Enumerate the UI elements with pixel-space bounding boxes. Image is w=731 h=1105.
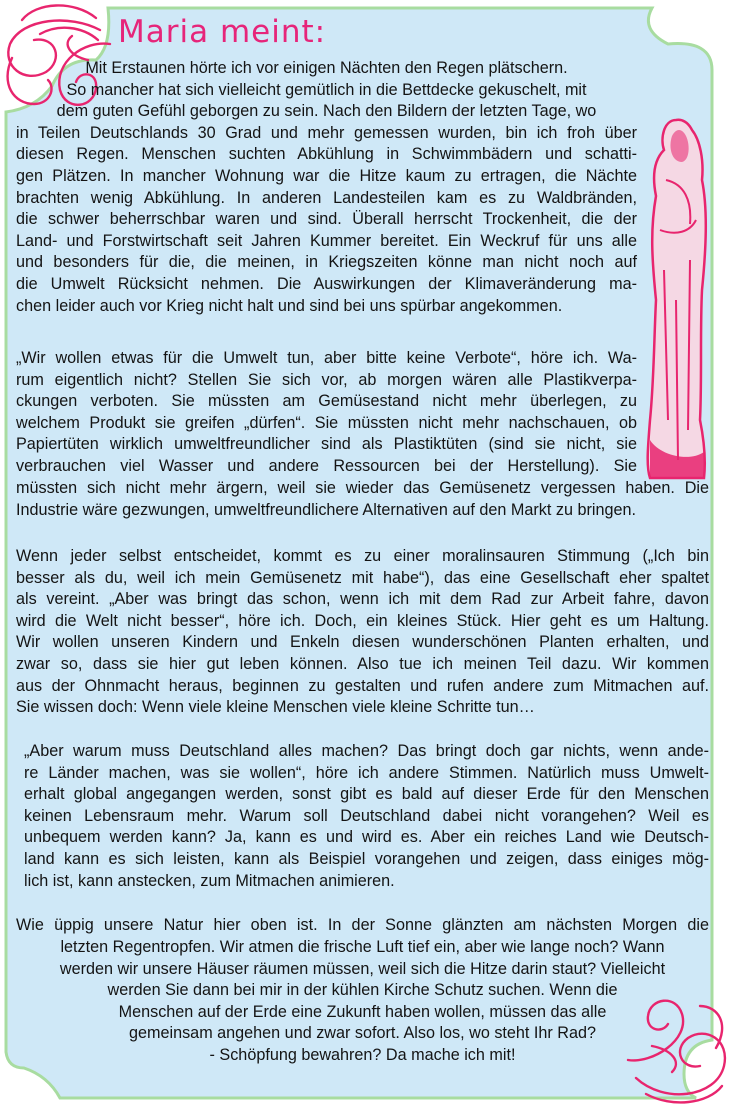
paragraph-4 <box>24 741 709 892</box>
text-line: unbequem werden kann? Ja, kann es und wird es. Aber ein reiches Land wie Deutsch- <box>24 828 709 847</box>
text-line: Industrie wäre gezwungen, umweltfreundlichere Alternativen auf den Markt zu bringen. <box>16 500 636 519</box>
text-line: land kann es sich leisten, kann als Beispiel vorangehen und zeigen, dass einiges mög- <box>24 849 709 868</box>
text-line: welchem Produkt sie greifen „dürfen“. Sie müssten nicht mehr nachschauen, ob <box>16 413 637 432</box>
text-line: die Umwelt Rücksicht nehmen. Die Auswirkungen der Klimaveränderung ma- <box>16 274 637 293</box>
text-line: ckungen verboten. Sie müssten am Gemüsestand nicht mehr überlegen, zu <box>16 392 637 411</box>
text-line: werden wir unsere Häuser räumen müssen, weil sich die Hitze darin staut? Vielleicht <box>59 959 666 978</box>
closing-line: - Schöpfung bewahren? Da mache ich mit! <box>209 1045 516 1064</box>
paragraph-2-continued <box>16 478 709 521</box>
text-line: rum eigentlich nicht? Stellen Sie sich vor, ab morgen wären alle Plastikverpa- <box>16 370 637 389</box>
text-line: werden Sie dann bei mir in der kühlen Kirche Schutz suchen. Wenn die <box>107 981 618 1000</box>
page-title: Maria meint: <box>118 14 327 50</box>
text-line: Wie üppig unsere Natur hier oben ist. In der Sonne glänzten am nächsten Morgen die <box>16 916 709 934</box>
text-line: verbrauchen viel Wasser und andere Ressourcen bei der Herstellung). Sie <box>16 456 637 475</box>
text-line: Mit Erstaunen hörte ich vor einigen Nächten den Regen plätschern. <box>85 59 568 77</box>
paragraph-5-first-line <box>16 915 709 937</box>
text-line: gen Plätzen. In mancher Wohnung war die Hitze kaum zu ertragen, die Nächte <box>16 166 637 185</box>
text-line: chen leider auch vor Krieg nicht halt und sind bei uns spürbar angekommen. <box>16 296 563 315</box>
text-line: letzten Regentropfen. Wir atmen die frische Luft tief ein, aber wie lange noch? Wann <box>60 938 665 956</box>
text-line: diesen Regen. Menschen suchten Abkühlung in Schwimmbädern und schatti- <box>16 145 637 164</box>
text-line: brachten wenig Abkühlung. In anderen Landesteilen kam es zu Waldbränden, <box>16 188 637 207</box>
text-line: Papiertüten wirklich umweltfreundlicher sind als Plastiktüten (sind sie nicht, sie <box>16 435 637 454</box>
text-line: Land- und Forstwirtschaft seit Jahren Kummer bereitet. Ein Weckruf für uns alle <box>16 231 637 250</box>
text-line: Menschen auf der Erde eine Zukunft haben wollen, müssen das alle <box>118 1002 607 1021</box>
text-line: besser als du, weil ich mein Gemüsenetz mit habe“), das eine Gesellschaft eher spaltet <box>16 568 709 587</box>
paragraph-5 <box>16 937 709 1067</box>
text-line: lich ist, kann anstecken, zum Mitmachen animieren. <box>24 871 395 890</box>
text-line: und besonders für die, die meinen, in Kriegszeiten könne man nicht noch auf <box>16 253 637 272</box>
text-line: Wenn jeder selbst entscheidet, kommt es zu einer moralinsauren Stimmung („Ich bin <box>16 547 709 565</box>
text-line: als vereint. „Aber was bringt das schon, wenn ich mit dem Rad zur Arbeit fahre, davon <box>16 590 709 609</box>
text-line: die schwer beherrschbar waren und sind. Überall herrscht Trockenheit, die der <box>16 210 637 229</box>
paragraph-3 <box>16 546 709 719</box>
text-line: „Aber warum muss Deutschland alles machen? Das bringt doch gar nichts, wenn ande- <box>24 742 709 760</box>
text-line: aus der Ohnmacht heraus, beginnen zu gestalten und rufen andere zum Mitmachen auf. <box>16 676 709 695</box>
text-line: in Teilen Deutschlands 30 Grad und mehr gemessen wurden, bin ich froh über <box>16 123 637 142</box>
paragraph-2 <box>16 348 637 478</box>
madonna-statue-image <box>648 120 706 478</box>
text-line: dem guten Gefühl geborgen zu sein. Nach den Bildern der letzten Tage, wo <box>56 102 597 121</box>
text-line: wird die Welt nicht besser“, höre ich. Doch, ein kleines Stück. Hier geht es um Haltung. <box>16 611 709 630</box>
text-line: erhalt global angegangen werden, sonst gibt es bald auf dieser Erde für den Menschen <box>24 785 709 804</box>
text-line: müssten sich nicht mehr ärgern, weil sie wieder das Gemüsenetz vergessen haben. Die <box>16 479 709 497</box>
text-line: „Wir wollen etwas für die Umwelt tun, aber bitte keine Verbote“, höre ich. Wa- <box>16 349 637 367</box>
text-line: gemeinsam angehen und zwar sofort. Also los, wo steht Ihr Rad? <box>129 1024 596 1043</box>
text-line: So mancher hat sich vielleicht gemütlich in die Bettdecke gekuschelt, mit <box>66 80 587 99</box>
text-line: Sie wissen doch: Wenn viele kleine Menschen viele kleine Schritte tun… <box>16 698 535 717</box>
text-line: re Länder machen, was sie wollen“, höre ich andere Stimmen. Natürlich muss Umwelt- <box>24 763 709 782</box>
text-line: zwar so, dass sie hier gut leben können. Also tue ich meinen Teil dazu. Wir kommen <box>16 654 709 673</box>
text-line: Wir wollen unseren Kindern und Enkeln diesen wunderschönen Planten erhalten, und <box>16 633 709 652</box>
paragraph-1 <box>16 58 637 317</box>
text-line: keinen Lebensraum mehr. Warum soll Deutschland dabei nicht vorangehen? Weil es <box>24 806 709 825</box>
